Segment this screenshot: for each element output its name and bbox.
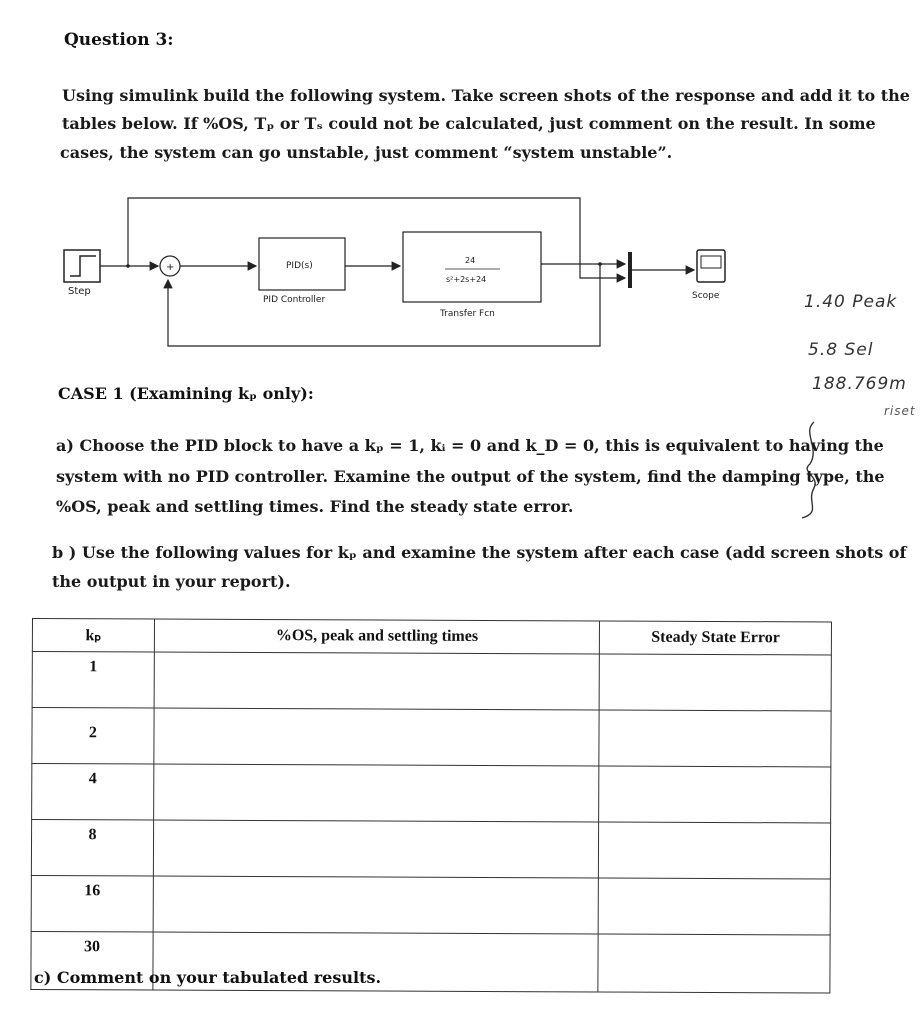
part-a-line-1: a) Choose the PID block to have a kₚ = 1, kᵢ = 0 and k_D = 0, this is equivalent to having the xyxy=(56,436,884,455)
os-cell[interactable] xyxy=(154,708,600,766)
pid-block-text: PID(s) xyxy=(286,261,313,271)
kp-value: 2 xyxy=(32,708,154,765)
kp-value: 16 xyxy=(31,875,153,932)
svg-text:+: + xyxy=(166,262,175,273)
sse-cell[interactable] xyxy=(599,766,831,823)
header-kp: kₚ xyxy=(32,619,154,653)
scope-label: Scope xyxy=(692,291,720,301)
instruction-line-3: cases, the system can go unstable, just comment “system unstable”. xyxy=(60,143,673,162)
os-cell[interactable] xyxy=(153,820,599,878)
os-cell[interactable] xyxy=(153,764,599,822)
pid-label: PID Controller xyxy=(263,295,326,305)
sse-cell[interactable] xyxy=(599,654,831,711)
mux-block xyxy=(628,252,632,288)
sse-cell[interactable] xyxy=(599,710,831,767)
kp-value: 1 xyxy=(32,652,154,709)
case1-title: CASE 1 (Examining kₚ only): xyxy=(58,384,314,403)
os-cell[interactable] xyxy=(154,652,600,710)
sse-cell[interactable] xyxy=(599,822,831,879)
os-cell[interactable] xyxy=(153,876,599,934)
part-a-line-2: system with no PID controller. Examine the output of the system, find the damping type, the xyxy=(56,467,885,486)
question-title: Question 3: xyxy=(64,30,174,50)
tf-numerator: 24 xyxy=(465,256,476,265)
header-os-peak-settling: %OS, peak and settling times xyxy=(154,619,600,654)
header-steady-state-error: Steady State Error xyxy=(600,621,832,655)
part-b-line-2: the output in your report). xyxy=(52,572,291,591)
table-row xyxy=(32,708,831,767)
hand-note-rise-value: 188.769m xyxy=(812,374,907,394)
table-row xyxy=(32,652,831,711)
scope-block xyxy=(697,250,725,282)
kp-value: 8 xyxy=(31,820,153,877)
table-row xyxy=(31,875,830,934)
hand-note-rise-label: riset xyxy=(884,404,916,418)
tf-label: Transfer Fcn xyxy=(440,309,495,319)
simulink-diagram xyxy=(0,0,923,380)
instruction-line-1: Using simulink build the following system. Take screen shots of the response and add it to the xyxy=(62,86,910,105)
instruction-line-2: tables below. If %OS, Tₚ or Tₛ could not be calculated, just comment on the result. In some xyxy=(62,114,876,133)
step-label: Step xyxy=(68,286,91,297)
sse-cell[interactable] xyxy=(598,878,830,935)
table-row xyxy=(31,820,830,879)
tf-denominator: s²+2s+24 xyxy=(446,275,487,284)
part-a-line-3: %OS, peak and settling times. Find the steady state error. xyxy=(56,497,574,516)
table-header-row xyxy=(32,619,831,655)
step-block xyxy=(64,250,100,282)
kp-value: 4 xyxy=(32,764,154,821)
table-row xyxy=(32,764,831,823)
part-c-comment: c) Comment on your tabulated results. xyxy=(34,968,382,987)
results-table xyxy=(30,618,832,993)
hand-note-peak: 1.40 Peak xyxy=(804,292,898,312)
hand-note-settle: 5.8 Sel xyxy=(808,340,874,360)
part-b-line-1: b ) Use the following values for kₚ and examine the system after each case (add screen shots of xyxy=(52,543,907,562)
kp-value: 30 xyxy=(31,931,153,990)
sse-cell[interactable] xyxy=(598,934,830,993)
transfer-fcn-block xyxy=(403,232,541,302)
